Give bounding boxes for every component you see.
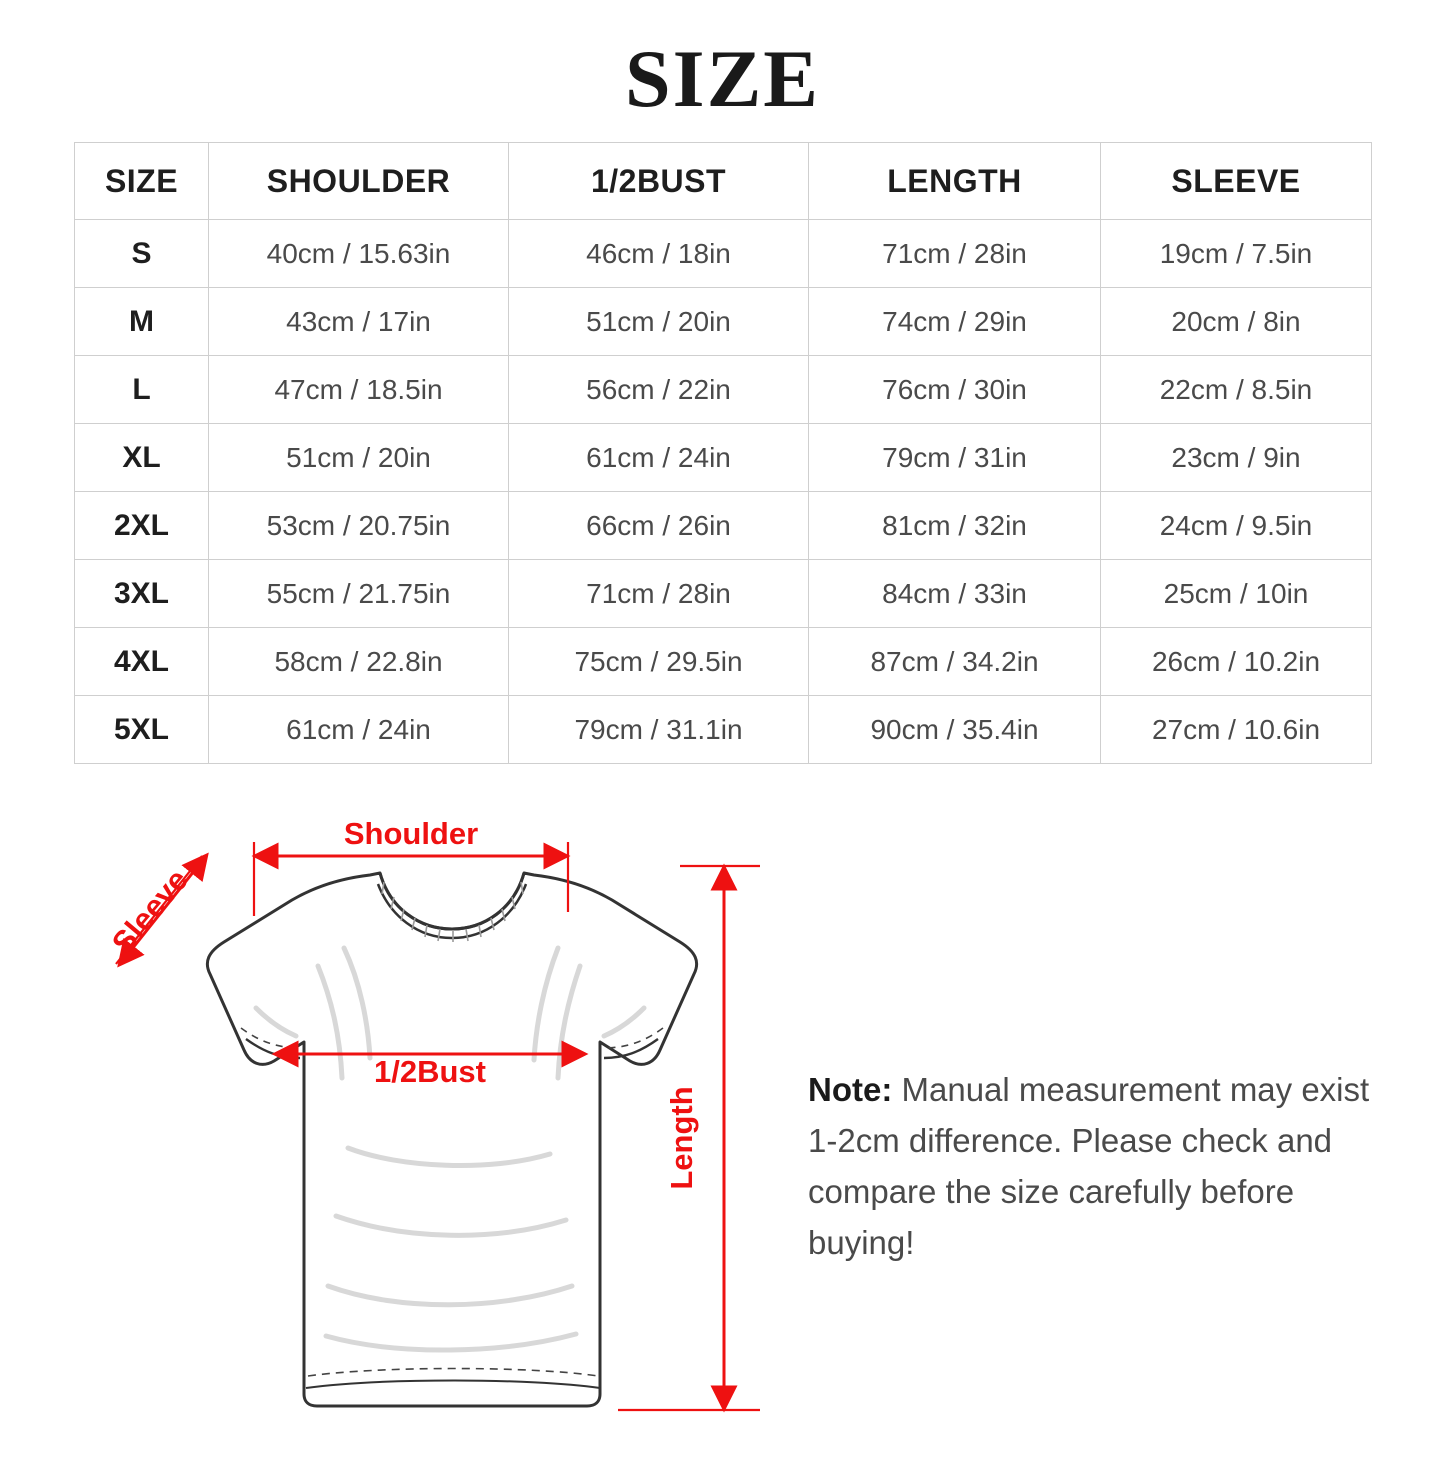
table-row [75,356,1372,424]
cell-bust: 51cm / 20in [509,288,809,356]
table-row [75,220,1372,288]
note-prefix: Note: [808,1071,893,1108]
cell-length: 90cm / 35.4in [809,696,1101,764]
cell-bust: 75cm / 29.5in [509,628,809,696]
cell-shoulder: 43cm / 17in [209,288,509,356]
cell-bust: 71cm / 28in [509,560,809,628]
cell-length: 87cm / 34.2in [809,628,1101,696]
cell-size: 3XL [75,560,209,628]
tshirt-outline [207,873,696,1406]
cell-shoulder: 51cm / 20in [209,424,509,492]
column-header-sleeve: SLEEVE [1101,143,1372,220]
cell-bust: 46cm / 18in [509,220,809,288]
cell-size: M [75,288,209,356]
table-row [75,560,1372,628]
table-row [75,628,1372,696]
cell-shoulder: 61cm / 24in [209,696,509,764]
column-header-shoulder: SHOULDER [209,143,509,220]
table-row [75,696,1372,764]
cell-bust: 66cm / 26in [509,492,809,560]
cell-length: 76cm / 30in [809,356,1101,424]
cell-shoulder: 55cm / 21.75in [209,560,509,628]
shoulder-label: Shoulder [343,816,479,851]
cell-size: XL [75,424,209,492]
cell-bust: 56cm / 22in [509,356,809,424]
cell-sleeve: 24cm / 9.5in [1101,492,1372,560]
sleeve-label: Sleeve [104,862,195,961]
column-header-size: SIZE [75,143,209,220]
cell-shoulder: 58cm / 22.8in [209,628,509,696]
cell-size: S [75,220,209,288]
cell-shoulder: 47cm / 18.5in [209,356,509,424]
cell-length: 71cm / 28in [809,220,1101,288]
cell-sleeve: 27cm / 10.6in [1101,696,1372,764]
length-label: Length [664,1086,699,1190]
table-row [75,424,1372,492]
cell-sleeve: 19cm / 7.5in [1101,220,1372,288]
cell-length: 81cm / 32in [809,492,1101,560]
size-table-wrapper [74,142,1371,764]
bust-label: 1/2Bust [374,1054,486,1089]
cell-size: 5XL [75,696,209,764]
cell-shoulder: 40cm / 15.63in [209,220,509,288]
column-header-bust: 1/2BUST [509,143,809,220]
cell-shoulder: 53cm / 20.75in [209,492,509,560]
cell-length: 84cm / 33in [809,560,1101,628]
cell-sleeve: 22cm / 8.5in [1101,356,1372,424]
table-row [75,492,1372,560]
cell-length: 79cm / 31in [809,424,1101,492]
column-header-length: LENGTH [809,143,1101,220]
tshirt-diagram [60,796,800,1476]
cell-length: 74cm / 29in [809,288,1101,356]
cell-sleeve: 26cm / 10.2in [1101,628,1372,696]
cell-bust: 61cm / 24in [509,424,809,492]
cell-bust: 79cm / 31.1in [509,696,809,764]
cell-size: 2XL [75,492,209,560]
measurement-diagram-section [0,796,1445,1476]
cell-sleeve: 20cm / 8in [1101,288,1372,356]
cell-sleeve: 25cm / 10in [1101,560,1372,628]
note-body: Manual measurement may exist 1-2cm difference. Please check and compare the size carefully before buying! [808,1071,1370,1262]
cell-sleeve: 23cm / 9in [1101,424,1372,492]
table-row [75,288,1372,356]
size-chart-table [74,142,1372,764]
cell-size: 4XL [75,628,209,696]
table-header-row [75,143,1372,220]
note-text [808,1064,1388,1269]
cell-size: L [75,356,209,424]
page-title: SIZE [625,33,820,124]
